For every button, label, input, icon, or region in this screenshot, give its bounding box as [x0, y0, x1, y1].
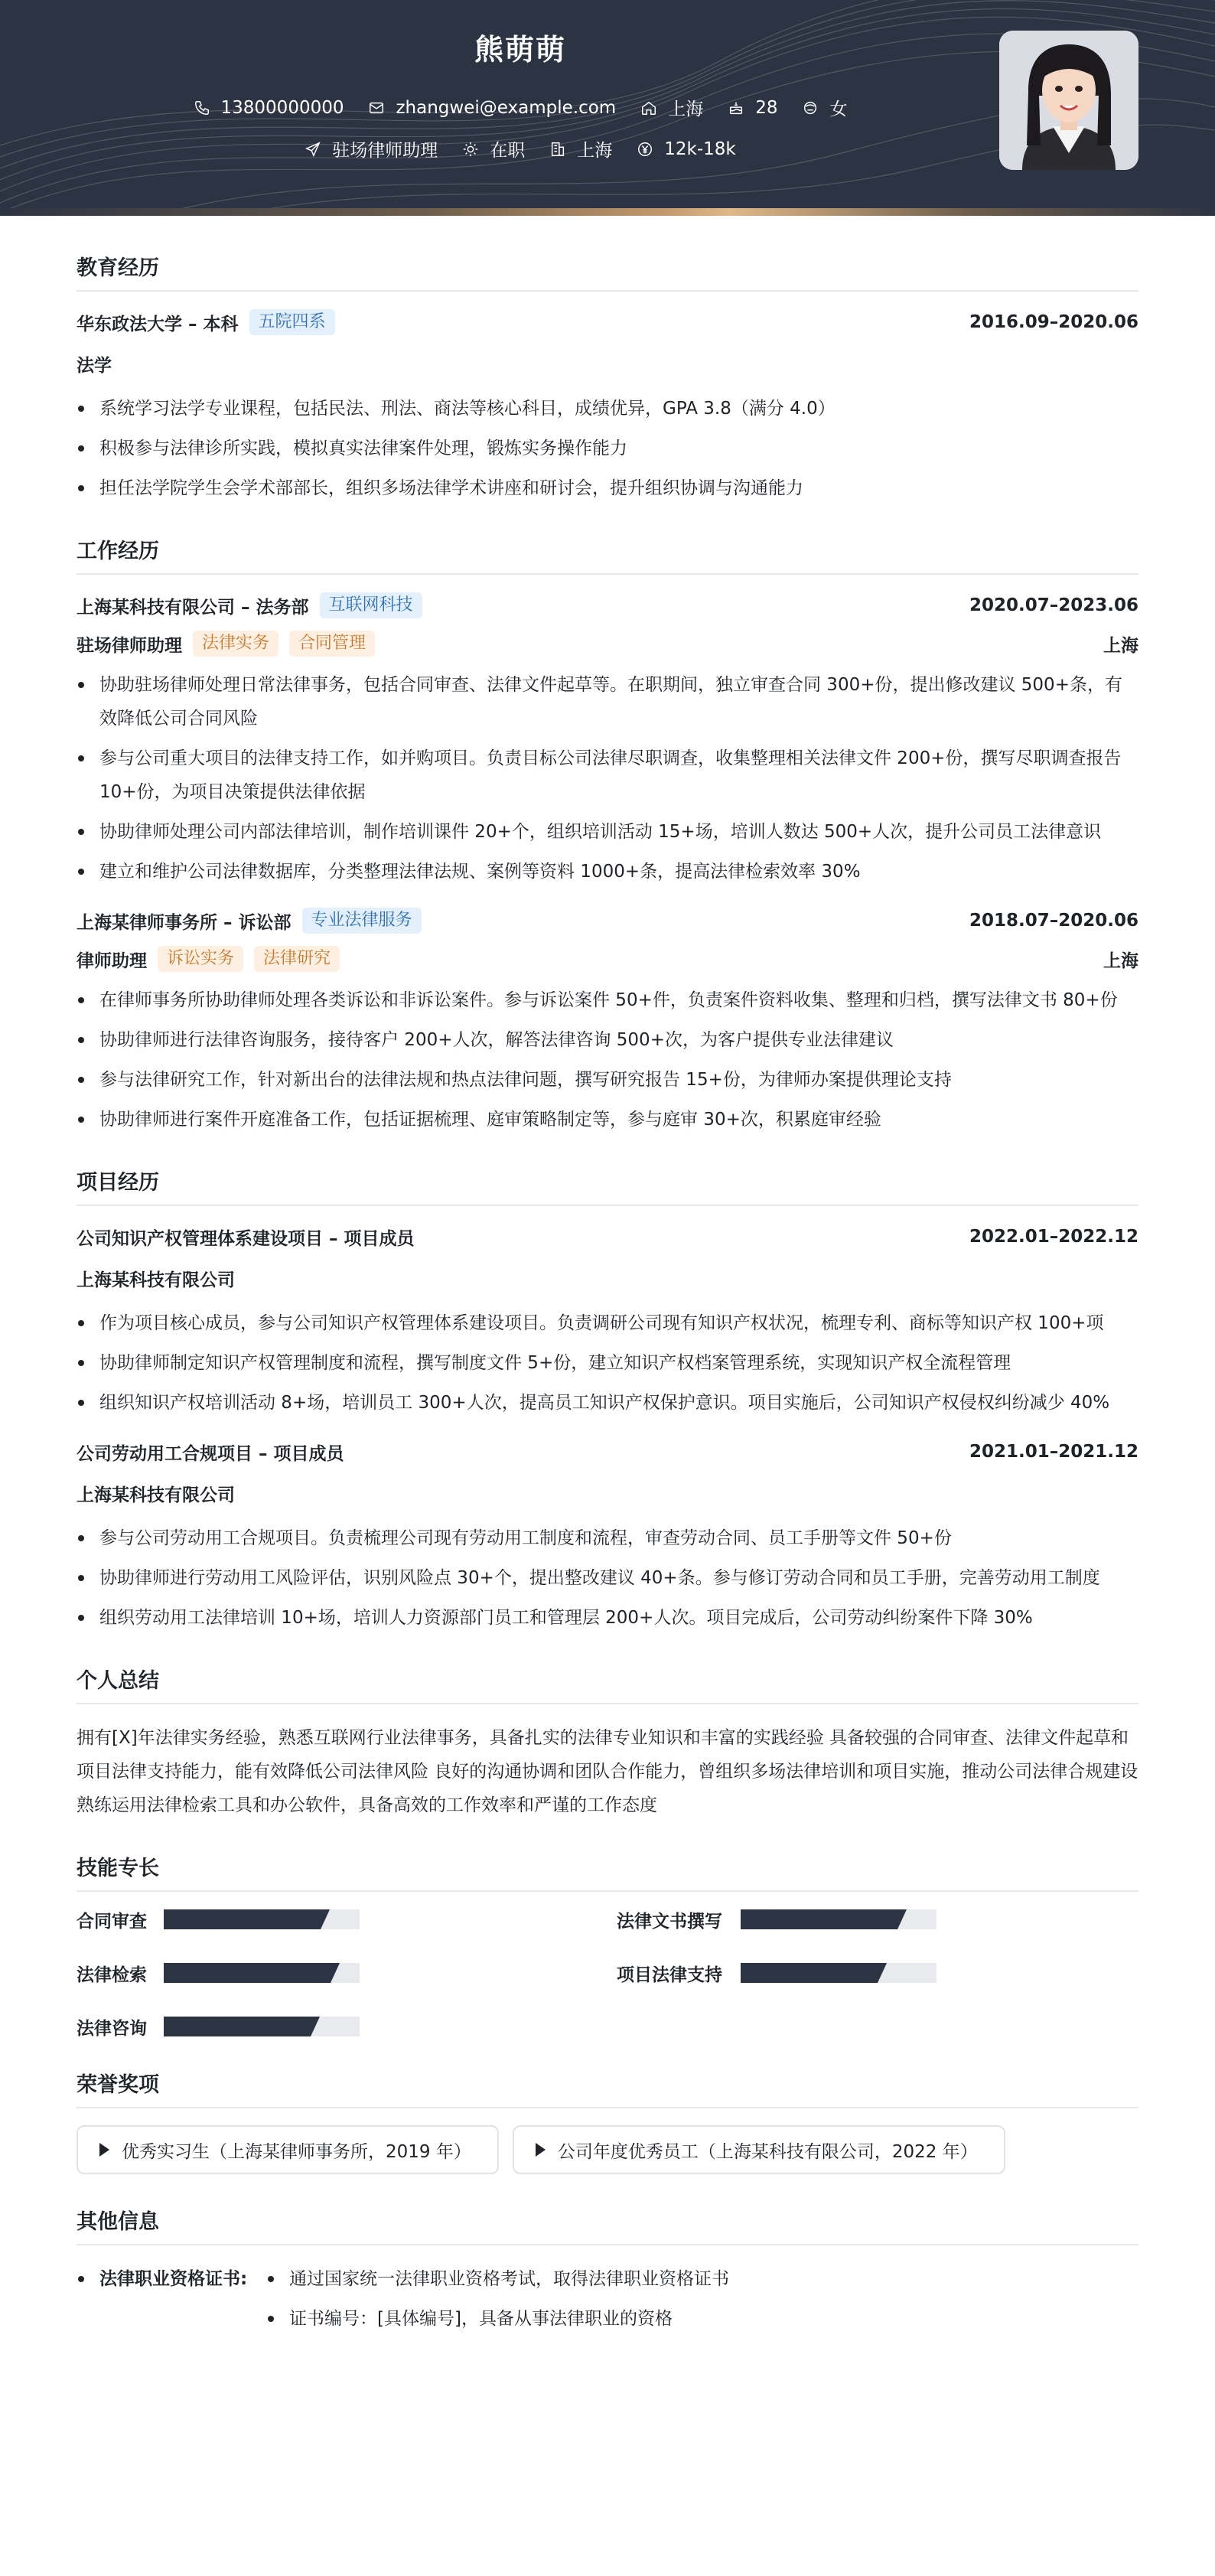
section-title: 教育经历	[77, 251, 1138, 292]
skill-label: 合同审查	[77, 1911, 147, 1932]
city-text: 上海	[577, 141, 613, 161]
candidate-name: 熊萌萌	[474, 33, 566, 67]
age-item	[728, 98, 777, 118]
job-target-item	[305, 136, 438, 161]
honor-item	[77, 2125, 499, 2174]
job-intent-row	[0, 136, 1041, 161]
list-item: 协助律师进行法律咨询服务，接待客户 200+人次，解答法律咨询 500+次，为客户提供专业法律建议	[77, 1023, 1138, 1057]
work-entry	[77, 907, 1138, 1136]
status-item	[462, 136, 525, 161]
skill-item	[77, 1962, 617, 1984]
skill-fill	[741, 1909, 897, 1929]
school-tag: 五院四系	[249, 309, 335, 335]
hometown-item	[640, 95, 703, 120]
contact-row	[0, 95, 1041, 120]
company-name: 上海某律师事务所 – 诉讼部	[77, 912, 292, 933]
summary-text: 拥有[X]年法律实务经验，熟悉互联网行业法律事务，具备扎实的法律专业知识和丰富的实践经验 具备较强的合同审查、法律文件起草和项目法律支持能力，能有效降低公司法律风险 良好的沟通协调和团队合作能力，曾组织多场法律培训和项目实施，推动公司法律合规建设 熟练运用法律检索工具和办公软件，具备高效的工作效率和严谨的工作态度	[77, 1728, 1138, 1815]
list-item: 参与法律研究工作，针对新出台的法律法规和热点法律问题，撰写研究报告 15+份，为律师办案提供理论支持	[77, 1063, 1138, 1097]
hometown-text: 上海	[668, 99, 704, 119]
list-item: 系统学习法学专业课程，包括民法、刑法、商法等核心科目，成绩优异，GPA 3.8（满分 4.0）	[77, 392, 1138, 426]
location: 上海	[1103, 635, 1138, 656]
other-section	[77, 2205, 1138, 2342]
date-range: 2020.07–2023.06	[969, 595, 1138, 615]
major: 法学	[77, 356, 112, 376]
role-tag: 合同管理	[289, 631, 375, 657]
skills-grid	[77, 1909, 1138, 2037]
role-row	[77, 945, 1138, 973]
project-entry	[77, 1438, 1138, 1635]
role-tag: 诉讼实务	[158, 946, 243, 972]
industry-tag: 互联网科技	[320, 592, 422, 618]
project-title: 公司知识产权管理体系建设项目 – 项目成员	[77, 1228, 415, 1249]
skill-fill	[164, 2017, 311, 2036]
gender-icon	[802, 99, 819, 116]
honor-item	[513, 2125, 1005, 2174]
bullet-list	[77, 1306, 1138, 1420]
skill-fill	[741, 1963, 878, 1983]
skill-bar	[164, 2017, 360, 2036]
header-accent-line	[0, 208, 1215, 216]
list-item: 组织知识产权培训活动 8+场，培训员工 300+人次，提高员工知识产权保护意识。项目实施后，公司知识产权侵权纠纷减少 40%	[77, 1386, 1138, 1420]
role-tag: 法律研究	[254, 946, 340, 972]
cake-icon	[728, 99, 744, 116]
school-name: 华东政法大学 – 本科	[77, 314, 239, 334]
list-item: 协助律师处理公司内部法律培训，制作培训课件 20+个，组织培训活动 15+场，培训人数达 500+人次，提升公司员工法律意识	[77, 815, 1138, 849]
phone-icon	[194, 99, 210, 116]
phone-text: 13800000000	[220, 97, 344, 118]
list-item: 参与公司重大项目的法律支持工作，如并购项目。负责目标公司法律尽职调查，收集整理相关法律文件 200+份，撰写尽职调查报告 10+份，为项目决策提供法律依据	[77, 742, 1138, 809]
certificate-row	[77, 2262, 1138, 2342]
work-entry	[77, 592, 1138, 889]
location: 上海	[1103, 951, 1138, 971]
honors-section	[77, 2068, 1138, 2174]
entry-header	[77, 308, 1138, 336]
list-item: 协助律师制定知识产权管理制度和流程，撰写制度文件 5+份，建立知识产权档案管理系统，实现知识产权全流程管理	[77, 1346, 1138, 1380]
list-item: 协助律师进行劳动用工风险评估，识别风险点 30+个，提出整改建议 40+条。参与修订劳动合同和员工手册，完善劳动用工制度	[77, 1561, 1138, 1595]
play-triangle-icon	[536, 2143, 546, 2157]
skill-item	[77, 1909, 617, 1930]
list-item: 组织劳动用工法律培训 10+场，培训人力资源部门员工和管理层 200+人次。项目完成后，公司劳动纠纷案件下降 30%	[77, 1601, 1138, 1635]
industry-tag: 专业法律服务	[302, 908, 422, 934]
skill-fill	[164, 1909, 321, 1929]
date-range: 2021.01–2021.12	[969, 1442, 1138, 1462]
building-icon	[549, 141, 566, 158]
entry-header	[77, 592, 1138, 619]
bullet-list	[77, 392, 1138, 505]
skill-label: 法律咨询	[77, 2018, 147, 2039]
summary-section	[77, 1664, 1138, 1822]
play-triangle-icon	[99, 2143, 109, 2157]
section-title: 工作经历	[77, 534, 1138, 575]
skill-bar	[164, 1963, 360, 1983]
list-item: 参与公司劳动用工合规项目。负责梳理公司现有劳动用工制度和流程，审查劳动合同、员工手册等文件 50+份	[77, 1521, 1138, 1555]
skill-bar	[741, 1909, 936, 1929]
role-title: 律师助理	[77, 951, 147, 971]
projects-section	[77, 1166, 1138, 1635]
age-text: 28	[755, 97, 778, 118]
skill-item	[617, 1962, 1138, 1984]
bullet-list	[77, 668, 1138, 889]
bullet-list	[77, 1521, 1138, 1635]
avatar-portrait	[999, 31, 1138, 170]
entry-header	[77, 1223, 1138, 1251]
skill-item	[77, 2016, 617, 2037]
salary-text: 12k-18k	[664, 139, 736, 159]
honors-list	[77, 2125, 1138, 2174]
date-range: 2018.07–2020.06	[969, 911, 1138, 931]
section-title: 其他信息	[77, 2205, 1138, 2245]
section-title: 项目经历	[77, 1166, 1138, 1206]
list-item: 在律师事务所协助律师处理各类诉讼和非诉讼案件。参与诉讼案件 50+件，负责案件资料收集、整理和归档，撰写法律文书 80+份	[77, 983, 1138, 1017]
work-section	[77, 534, 1138, 1136]
status-gear-icon	[462, 141, 479, 158]
avatar	[999, 31, 1138, 170]
company-name: 上海某科技有限公司 – 法务部	[77, 597, 309, 618]
gender-item	[802, 95, 847, 120]
list-item: 协助律师进行案件开庭准备工作，包括证据梳理、庭审策略制定等，参与庭审 30+次，积累庭审经验	[77, 1103, 1138, 1136]
section-title: 技能专长	[77, 1851, 1138, 1892]
list-item: 担任法学院学生会学术部部长，组织多场法律学术讲座和研讨会，提升组织协调与沟通能力	[77, 471, 1138, 505]
skill-label: 法律检索	[77, 1965, 147, 1985]
list-item: 建立和维护公司法律数据库，分类整理法律法规、案例等资料 1000+条，提高法律检索效率 30%	[77, 855, 1138, 889]
role-tag: 法律实务	[193, 631, 279, 657]
section-title: 荣誉奖项	[77, 2068, 1138, 2108]
honor-text: 优秀实习生（上海某律师事务所，2019 年）	[122, 2141, 471, 2162]
skill-label: 项目法律支持	[617, 1965, 722, 1985]
skill-label: 法律文书撰写	[617, 1911, 722, 1932]
phone-item	[194, 98, 344, 118]
date-range: 2022.01–2022.12	[969, 1227, 1138, 1247]
skills-section	[77, 1851, 1138, 2037]
bullet-list	[77, 983, 1138, 1136]
resume-header	[0, 0, 1215, 216]
resume-body	[77, 216, 1138, 2342]
certificate-list	[266, 2262, 729, 2342]
list-item: 协助驻场律师处理日常法律事务，包括合同审查、法律文件起草等。在职期间，独立审查合同 300+份，提出修改建议 500+条，有效降低公司合同风险	[77, 668, 1138, 735]
honor-text: 公司年度优秀员工（上海某科技有限公司，2022 年）	[557, 2141, 978, 2162]
section-title: 个人总结	[77, 1664, 1138, 1704]
education-entry	[77, 308, 1138, 505]
entry-header	[77, 1438, 1138, 1466]
salary-item	[637, 139, 735, 159]
skill-fill	[164, 1963, 331, 1983]
role-title: 驻场律师助理	[77, 635, 182, 656]
list-item: 作为项目核心成员，参与公司知识产权管理体系建设项目。负责调研公司现有知识产权状况，梳理专利、商标等知识产权 100+项	[77, 1306, 1138, 1340]
status-text: 在职	[490, 141, 526, 161]
mail-icon	[368, 99, 385, 116]
skill-item	[617, 1909, 1138, 1930]
project-org: 上海某科技有限公司	[77, 1485, 235, 1505]
send-icon	[305, 141, 321, 158]
list-item: 证书编号：[具体编号]，具备从事法律职业的资格	[266, 2302, 729, 2336]
job-target-text: 驻场律师助理	[332, 141, 438, 161]
certificate-label: 法律职业资格证书:	[77, 2262, 266, 2342]
list-item: 通过国家统一法律职业资格考试，取得法律职业资格证书	[266, 2262, 729, 2296]
yuan-icon	[637, 141, 653, 158]
role-row	[77, 630, 1138, 657]
skill-bar	[164, 1909, 360, 1929]
email-item	[368, 98, 616, 118]
education-section	[77, 251, 1138, 505]
email-text: zhangwei@example.com	[396, 97, 617, 118]
list-item: 积极参与法律诊所实践，模拟真实法律案件处理，锻炼实务操作能力	[77, 432, 1138, 465]
city-item	[549, 136, 612, 161]
home-icon	[640, 99, 657, 116]
project-title: 公司劳动用工合规项目 – 项目成员	[77, 1443, 344, 1464]
skill-bar	[741, 1963, 936, 1983]
gender-text: 女	[829, 99, 848, 119]
project-entry	[77, 1223, 1138, 1420]
date-range: 2016.09–2020.06	[969, 312, 1138, 332]
entry-header	[77, 907, 1138, 934]
project-org: 上海某科技有限公司	[77, 1270, 235, 1290]
